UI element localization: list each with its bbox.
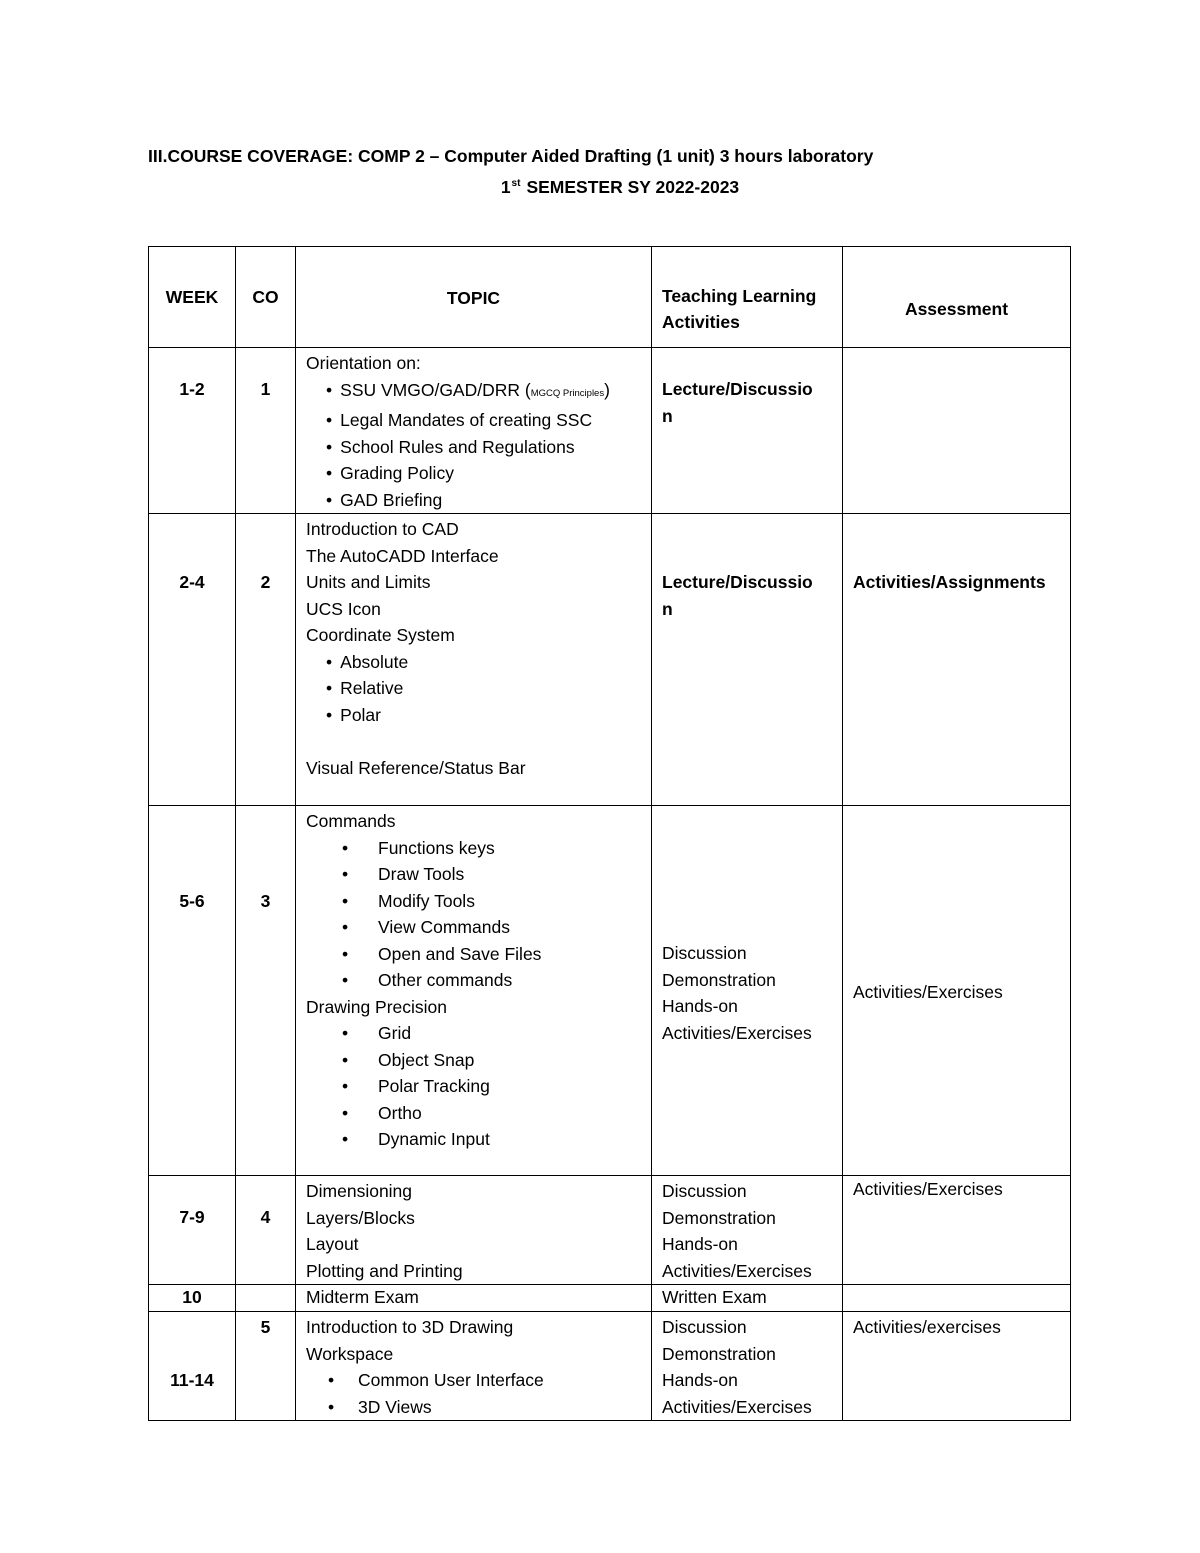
semester-ordinal-suffix: st [511, 178, 521, 189]
tla-line: Activities/Exercises [662, 1396, 812, 1417]
course-coverage-title: III.COURSE COVERAGE: COMP 2 – Computer Aided Drafting (1 unit) 3 hours laboratory [148, 146, 874, 166]
week-cell: 10 [149, 1285, 236, 1312]
topic-cell [296, 348, 652, 514]
topic-bullet: • Open and Save Files [306, 941, 641, 968]
topic-bullet: • Relative [306, 675, 641, 702]
topic-cell [296, 1176, 652, 1285]
assessment-cell: Activities/Exercises [843, 1176, 1071, 1285]
topic-bullet: • Modify Tools [306, 888, 641, 915]
topic-bullet-close: ) [604, 379, 610, 400]
semester-text: SEMESTER SY 2022-2023 [526, 177, 740, 197]
table-row [149, 514, 1071, 806]
tla-cell [652, 806, 843, 1176]
topic-bullet: • Legal Mandates of creating SSC [306, 407, 641, 434]
tla-line: Demonstration [662, 1343, 776, 1364]
assessment-text: Activities/exercises [853, 1317, 1001, 1337]
table-row [149, 1312, 1071, 1421]
topic-line: The AutoCADD Interface [306, 545, 499, 566]
topic-bullet: • School Rules and Regulations [306, 434, 641, 461]
co-cell: 4 [236, 1176, 296, 1285]
week-cell: 1-2 [149, 348, 236, 514]
assessment-cell [843, 348, 1071, 514]
tla-line: Hands-on [662, 1234, 738, 1254]
topic-bullet: • View Commands [306, 914, 641, 941]
blank-line [306, 728, 641, 755]
topic-bullet-text: SSU VMGO/GAD/DRR ( [340, 379, 531, 400]
topic-bullet: • Dynamic Input [306, 1126, 641, 1153]
week-cell: 7-9 [149, 1176, 236, 1285]
tla-cell: Written Exam [652, 1285, 843, 1312]
topic-cell: Midterm Exam [296, 1285, 652, 1312]
tla-line: Hands-on [662, 996, 738, 1016]
tla-cell [652, 1176, 843, 1285]
co-cell: 1 [236, 348, 296, 514]
topic-bullet-small-text: MGCQ Principles [530, 387, 605, 399]
table-row [149, 348, 1071, 514]
tla-line: Hands-on [662, 1370, 738, 1390]
tla-cell [652, 348, 843, 514]
tla-line: n [662, 598, 673, 619]
tla-line: Demonstration [662, 969, 776, 990]
tla-line: Activities/Exercises [662, 1022, 812, 1043]
topic-line: Units and Limits [306, 572, 431, 592]
table-header-row [149, 247, 1071, 348]
header-teaching-learning-activities: Teaching Learning Activities [652, 247, 843, 348]
topic-line: Workspace [306, 1343, 394, 1364]
tla-line: Activities/Exercises [662, 1260, 812, 1281]
topic-line: Layout [306, 1234, 359, 1254]
topic-bullet: • Absolute [306, 649, 641, 676]
semester-subtitle [0, 171, 1200, 200]
topic-line: Coordinate System [306, 625, 455, 645]
topic-line: UCS Icon [306, 598, 381, 619]
topic-bullet: • Grading Policy [306, 460, 641, 487]
week-cell: 5-6 [149, 806, 236, 1176]
topic-bullet: • 3D Views [306, 1394, 641, 1421]
topic-line: Dimensioning [306, 1181, 413, 1201]
table-row [149, 1285, 1071, 1312]
topic-bullet: • Grid [306, 1020, 641, 1047]
week-cell: 2-4 [149, 514, 236, 806]
co-cell: 2 [236, 514, 296, 806]
tla-line: Lecture/Discussio [662, 572, 813, 592]
week-cell: 11-14 [149, 1312, 236, 1421]
topic-bullet: • Draw Tools [306, 861, 641, 888]
topic-line: Introduction to CAD [306, 519, 459, 539]
assessment-cell: Activities/Exercises [843, 806, 1071, 1176]
topic-bullet: • Functions keys [306, 835, 641, 862]
table-row [149, 1176, 1071, 1285]
table-row [149, 806, 1071, 1176]
header-co: CO [236, 247, 296, 348]
tla-line: Lecture/Discussio [662, 379, 813, 399]
topic-line: Layers/Blocks [306, 1207, 415, 1228]
topic-bullet: • GAD Briefing [306, 487, 641, 514]
assessment-cell [843, 1312, 1071, 1421]
tla-line: Discussion [662, 1317, 747, 1337]
header-assessment: Assessment [843, 247, 1071, 348]
topic-cell [296, 806, 652, 1176]
tla-line: n [662, 405, 673, 426]
tla-line: Demonstration [662, 1207, 776, 1228]
topic-line: Drawing Precision [306, 996, 448, 1017]
co-cell: 3 [236, 806, 296, 1176]
topic-line: Commands [306, 811, 396, 831]
topic-line: Introduction to 3D Drawing [306, 1317, 514, 1337]
tla-line: Discussion [662, 943, 747, 963]
co-cell: 5 [236, 1312, 296, 1421]
topic-line: Orientation on: [306, 353, 421, 373]
topic-bullet: • Polar Tracking [306, 1073, 641, 1100]
topic-bullet: • Common User Interface [306, 1367, 641, 1394]
topic-bullet: • Object Snap [306, 1047, 641, 1074]
topic-bullet: • Other commands [306, 967, 641, 994]
tla-cell [652, 514, 843, 806]
topic-bullet: • Polar [306, 702, 641, 729]
assessment-cell [843, 1285, 1071, 1312]
topic-line: Visual Reference/Status Bar [306, 757, 526, 778]
tla-line: Discussion [662, 1181, 747, 1201]
topic-cell [296, 514, 652, 806]
topic-cell [296, 1312, 652, 1421]
topic-bullet: • Ortho [306, 1100, 641, 1127]
assessment-cell: Activities/Assignments [843, 514, 1071, 806]
header-topic: TOPIC [296, 247, 652, 348]
semester-number: 1 [500, 177, 511, 197]
course-coverage-table [148, 246, 1071, 1421]
topic-line: Plotting and Printing [306, 1260, 463, 1281]
co-cell [236, 1285, 296, 1312]
topic-bullet [306, 377, 641, 408]
header-week: WEEK [149, 247, 236, 348]
tla-cell [652, 1312, 843, 1421]
